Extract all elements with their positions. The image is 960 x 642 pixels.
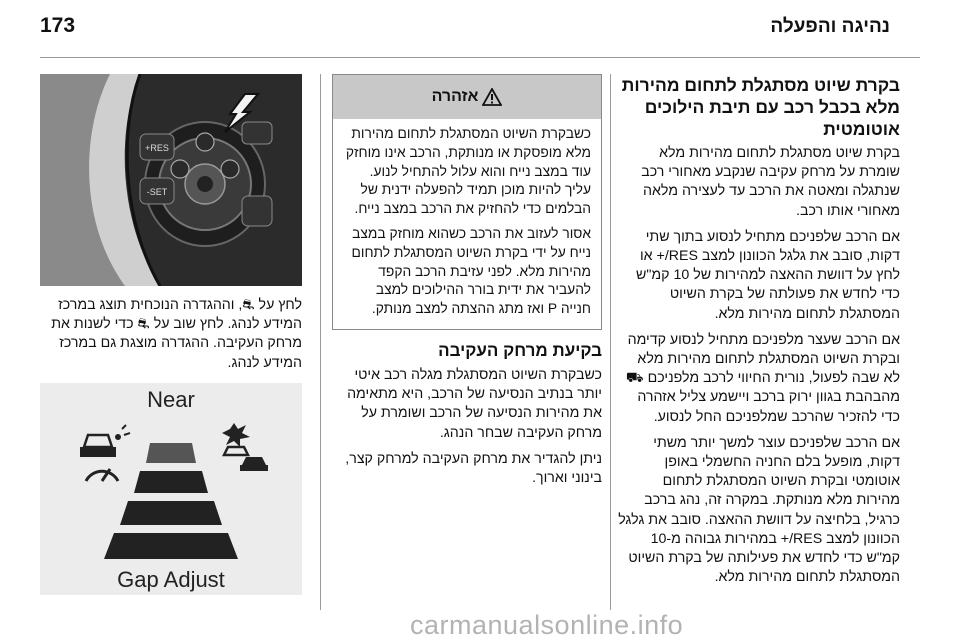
warning-header xyxy=(333,75,601,119)
column-divider xyxy=(320,74,321,610)
middle-column xyxy=(332,74,602,495)
warning-box xyxy=(332,74,602,330)
paragraph: אם הרכב שעצר מלפניכם מתחיל לנסוע קדימה ובקרת השיוט המסתגלת לתחום מהירות מלא לא שבה לפעול, נורית החיווי לרכב מלפניכם ⛟ מהבהבת בגוון ירוק ברכב ויישמע צליל אזהרה כדי להזכיר שהרכב שמלפניכם החל לנסוע. xyxy=(625,331,900,425)
display-gap-adjust-label: Gap Adjust xyxy=(117,566,225,592)
warning-paragraph: אסור לעזוב את הרכב כשהוא מוחזק במצב נייח על ידי בקרת השיוט המסתגלת לתחום מהירות מלא. לפני עזיבת הרכב הקפד להעביר את ידית בורר ההילוכים למצב חנייה P ואז מתג ההצתה למצב מנותק. xyxy=(351,225,591,317)
header-rule xyxy=(40,57,920,58)
gap-adjust-display xyxy=(40,383,302,595)
column-divider xyxy=(610,74,611,610)
figure-caption: לחץ על ⛐, וההגדרה הנוכחית תוצג במרכז המידע לנהג. לחץ שוב על ⛐ כדי לשנות את מרחק העקיבה. ההגדרה מוצגת גם במרכז המידע לנהג. xyxy=(51,297,302,371)
warning-paragraph: כשבקרת השיוט המסתגלת לתחום מהירות מלא מופסקת או מנותקת, הרכב אינו מוחזק עוד במצב נייח והוא עלול להתחיל לנוע. עליך להיות מוכן תמיד להפעלה ידנית של הבלמים כדי להחזיק את הרכב במצב נייח. xyxy=(345,126,591,217)
warning-title: אזהרה xyxy=(431,88,479,105)
section-heading-full-speed-acc: בקרת שיוט מסתגלת לתחום מהירות מלא בכבל רכב עם תיבת הילוכים אוטומטית xyxy=(621,75,900,139)
paragraph: אם הרכב שלפניכם עוצר למשך יותר משתי דקות, מופעל בלם החניה החשמלי באופן אוטומטי ובקרת השיוט המסתגלת לתחום מהירות מלא מנותקת. במקרה זה, נהג ברכב כרגיל, בלחיצה על דוושת ההאצה. סובב את גלגל הכוונון למצב RES/+ במהירות גבוהה מ-10 קמ"ש כדי לחדש את פעילותה של בקרת השיוט המסתגלת לתחום מהירות מלא. xyxy=(618,434,900,586)
watermark: carmanualsonline.info xyxy=(410,610,684,640)
steering-wheel-figure xyxy=(40,74,302,286)
set-button-label: SET- xyxy=(146,187,168,197)
paragraph: כשבקרת השיוט המסתגלת מגלה רכב איטי יותר בנתיב הנסיעה של הרכב, היא מתאימה את מהירות הנסיעה של הרכב ושומרת על מרחק העקיבה שבחר הנהג. xyxy=(347,366,602,441)
warning-body xyxy=(333,119,601,329)
left-column xyxy=(40,74,302,595)
section-heading-follow-distance: בקיעת מרחק העקיבה xyxy=(438,340,602,360)
res-button-label: RES+ xyxy=(145,143,169,153)
warning-triangle-icon xyxy=(482,88,502,106)
steering-wheel-controls-illustration xyxy=(40,74,302,286)
page-number: 173 xyxy=(40,14,76,37)
paragraph: ניתן להגדיר את מרחק העקיבה למרחק קצר, בינוני וארוך. xyxy=(345,450,602,486)
display-near-label: Near xyxy=(147,386,195,412)
running-head: נהיגה והפעלה xyxy=(770,16,890,37)
right-column xyxy=(618,74,900,594)
gap-adjust-display-figure xyxy=(40,383,302,595)
page-header xyxy=(0,0,960,58)
paragraph: בקרת שיוט מסתגלת לתחום מהירות מלא שומרת על מרחק עקיבה שנקבע מאחורי רכב שנתגלה ומאטה את הרכב עד לעצירה מלאה מאחורי אותו רכב. xyxy=(641,145,900,219)
paragraph: אם הרכב שלפניכם מתחיל לנסוע בתוך שתי דקות, סובב את גלגל הכוונון למצב RES/+ או לחץ על דוושת ההאצה למהירות של 10 קמ"ש כדי לחדש את פעולתה של בקרת השיוט המסתגלת לתחום מהירות מלא. xyxy=(636,228,900,322)
